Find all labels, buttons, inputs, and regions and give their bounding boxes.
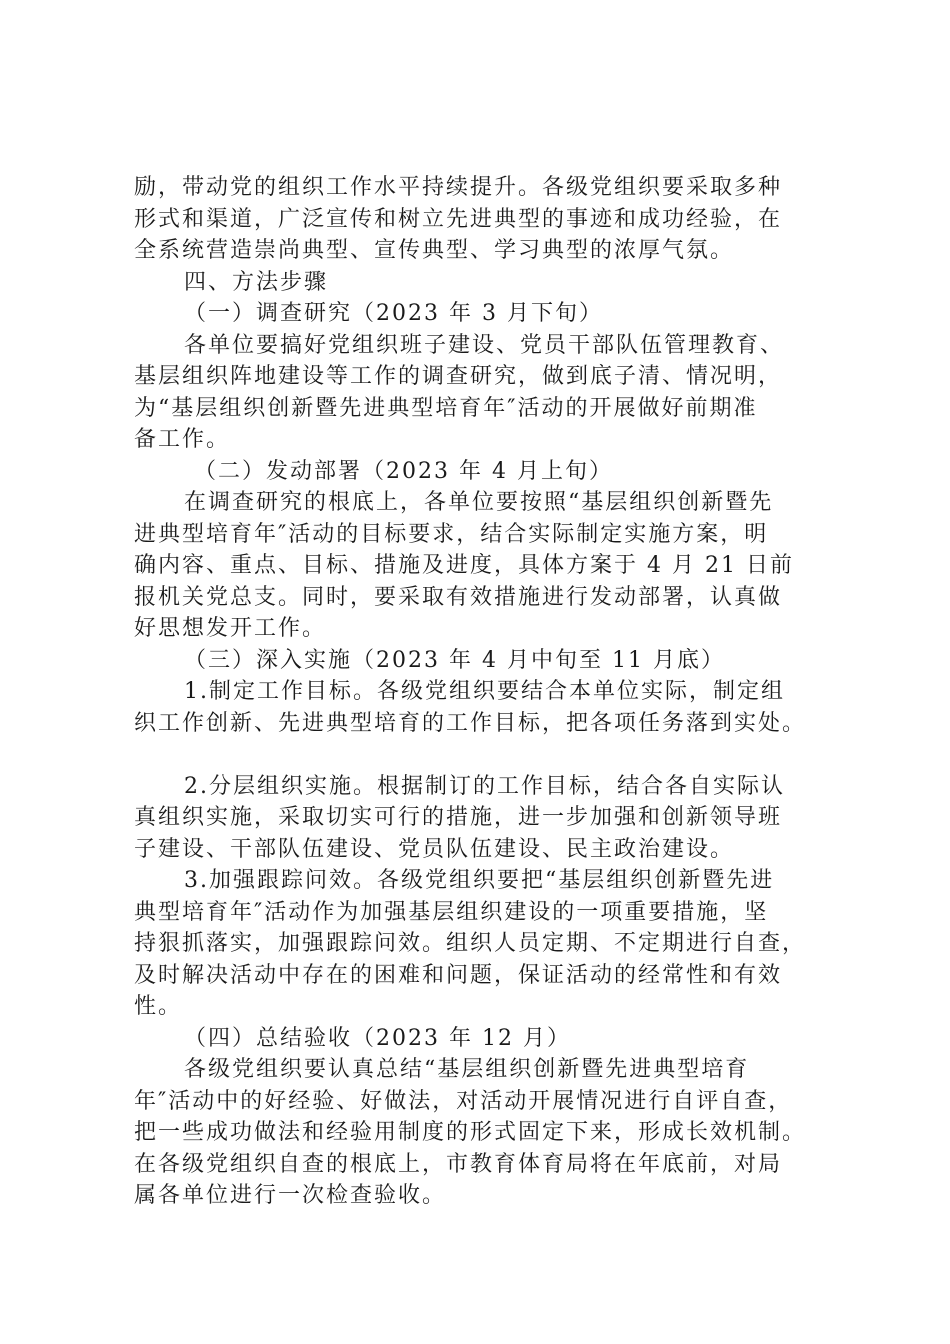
paragraph-line: 报机关党总支。同时，要采取有效措施进行发动部署，认真做 [134, 584, 783, 610]
subsection-heading: （三）深入实施（2023 年 4 月中旬至 11 月底） [184, 647, 725, 673]
paragraph-line: 1.制定工作目标。各级党组织要结合本单位实际，制定组 [184, 679, 785, 704]
paragraph-line: 3.加强跟踪问效。各级党组织要把“基层组织创新暨先进 [184, 868, 775, 893]
paragraph-line: 全系统营造崇尚典型、宣传典型、学习典型的浓厚气氛。 [134, 238, 735, 263]
paragraph-line: 励，带动党的组织工作水平持续提升。各级党组织要采取多种 [134, 175, 783, 200]
paragraph-line: 2.分层组织实施。根据制订的工作目标，结合各自实际认 [184, 773, 785, 799]
document-body [134, 172, 834, 1212]
paragraph-line: 性。 [134, 994, 183, 1019]
paragraph-line: 典型培育年″活动作为加强基层组织建设的一项重要措施，坚 [134, 899, 769, 925]
paragraph-line: 在各级党组织自查的根底上，市教育体育局将在年底前，对局 [134, 1151, 783, 1177]
paragraph-line: 备工作。 [134, 427, 231, 452]
paragraph-line: 子建设、干部队伍建设、党员队伍建设、民主政治建设。 [134, 836, 735, 862]
paragraph-line: 确内容、重点、目标、措施及进度，具体方案于 4 月 21 日前 [134, 553, 794, 578]
paragraph-line: 各级党组织要认真总结“基层组织创新暨先进典型培育 [184, 1057, 750, 1082]
paragraph-line: 好思想发开工作。 [134, 616, 327, 641]
paragraph-line: 把一些成功做法和经验用制度的形式固定下来，形成长效机制。 [134, 1120, 807, 1145]
subsection-heading: （四）总结验收（2023 年 12 月） [184, 1025, 571, 1051]
subsection-heading: （一）调查研究（2023 年 3 月下旬） [184, 301, 603, 326]
paragraph-line: 年″活动中的好经验、好做法，对活动开展情况进行自评自查， [134, 1088, 793, 1114]
subsection-heading: （二）发动部署（2023 年 4 月上旬） [194, 458, 613, 484]
paragraph-line: 持狠抓落实，加强跟踪问效。组织人员定期、不定期进行自查， [134, 931, 807, 956]
paragraph-line: 为“基层组织创新暨先进典型培育年″活动的开展做好前期准 [134, 395, 758, 421]
paragraph-line: 进典型培育年″活动的目标要求，结合实际制定实施方案，明 [134, 521, 769, 547]
section-heading: 四、方法步骤 [184, 269, 329, 295]
paragraph-line: 形式和渠道，广泛宣传和树立先进典型的事迹和成功经验，在 [134, 206, 783, 232]
paragraph-line: 基层组织阵地建设等工作的调查研究，做到底子清、情况明， [134, 364, 783, 389]
paragraph-line: 各单位要搞好党组织班子建设、党员干部队伍管理教育、 [184, 332, 785, 358]
paragraph-line: 及时解决活动中存在的困难和问题，保证活动的经常性和有效 [134, 962, 783, 988]
paragraph-line: 属各单位进行一次检查验收。 [134, 1183, 447, 1208]
paragraph-line: 在调查研究的根底上，各单位要按照“基层组织创新暨先 [184, 490, 774, 515]
paragraph-line: 织工作创新、先进典型培育的工作目标，把各项任务落到实处。 [134, 710, 807, 736]
blank-line [134, 739, 834, 771]
paragraph-line: 真组织实施，采取切实可行的措施，进一步加强和创新领导班 [134, 805, 783, 830]
